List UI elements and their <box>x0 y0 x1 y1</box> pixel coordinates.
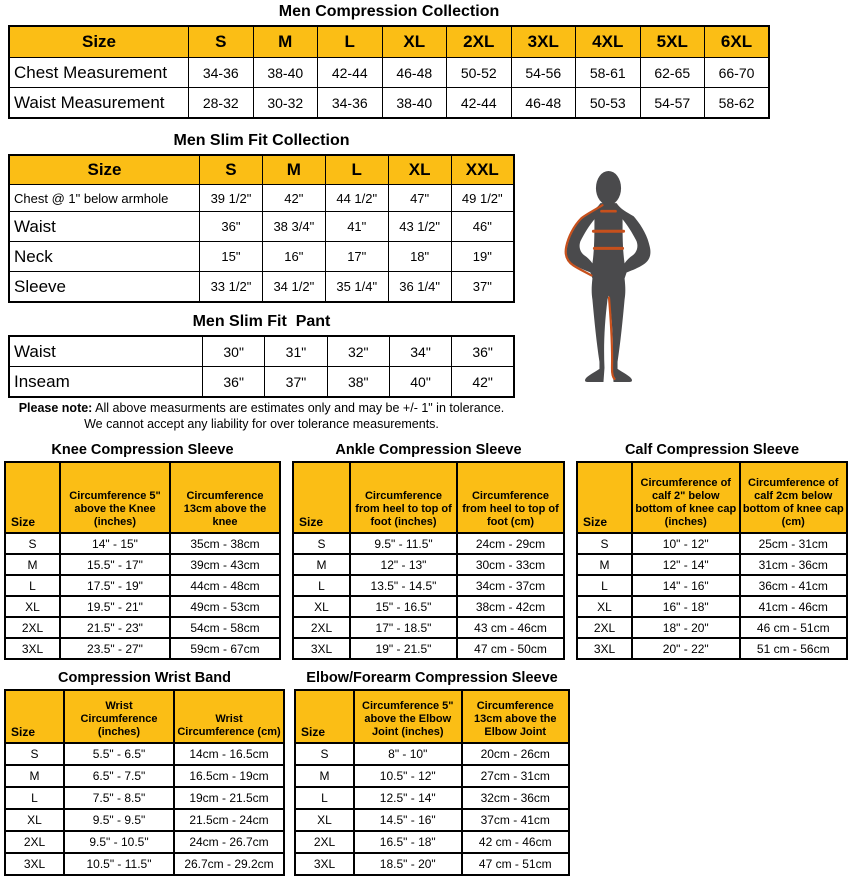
value-cell: 14.5" - 16" <box>354 809 462 831</box>
elbow-forearm-compression-sleeve-table <box>294 689 570 876</box>
value-cell: 46-48 <box>511 88 576 119</box>
compression-wrist-band-table <box>4 689 285 876</box>
compression-wrist-band-section <box>4 670 285 876</box>
value-cell: 58-61 <box>576 58 641 88</box>
value-cell: 51 cm - 56cm <box>740 638 848 659</box>
table-title-slim-fit: Men Slim Fit Collection <box>173 132 350 149</box>
value-cell: 5.5" - 6.5" <box>64 743 174 765</box>
note-label: Please note: <box>18 401 93 415</box>
male-silhouette-figure <box>556 169 662 392</box>
value-cell: 36cm - 41cm <box>740 575 848 596</box>
value-cell: 19.5" - 21" <box>60 596 170 617</box>
size-column-header: Size <box>5 690 64 743</box>
column-header: Circumference 5" above the Knee (inches) <box>60 462 170 533</box>
value-cell: 42 cm - 46cm <box>462 831 570 853</box>
value-cell: 12" - 14" <box>632 554 740 575</box>
value-cell: 34" <box>389 336 451 367</box>
value-cell: 37cm - 41cm <box>462 809 570 831</box>
value-cell: 19" <box>451 242 514 272</box>
size-column-header: Size <box>295 690 354 743</box>
row-label: 2XL <box>5 831 64 853</box>
table-title-compression: Men Compression Collection <box>278 3 500 20</box>
value-cell: 43 1/2" <box>388 212 451 242</box>
row-label: Neck <box>9 242 200 272</box>
value-cell: 32cm - 36cm <box>462 787 570 809</box>
row-label: XL <box>5 809 64 831</box>
value-cell: 9.5" - 9.5" <box>64 809 174 831</box>
row-label: S <box>293 533 350 554</box>
value-cell: 27cm - 31cm <box>462 765 570 787</box>
row-label: 2XL <box>5 617 60 638</box>
column-header: M <box>253 26 318 58</box>
table-title-wrist: Compression Wrist Band <box>58 670 231 686</box>
table-title-ankle: Ankle Compression Sleeve <box>335 442 522 458</box>
row-label: M <box>5 765 64 787</box>
row-label: Chest @ 1" below armhole <box>9 185 200 212</box>
value-cell: 18" <box>388 242 451 272</box>
value-cell: 14" - 15" <box>60 533 170 554</box>
value-cell: 36" <box>200 212 263 242</box>
value-cell: 23.5" - 27" <box>60 638 170 659</box>
value-cell: 44cm - 48cm <box>170 575 280 596</box>
value-cell: 38-40 <box>253 58 318 88</box>
value-cell: 16" <box>262 242 325 272</box>
column-header: XL <box>388 155 451 185</box>
value-cell: 35cm - 38cm <box>170 533 280 554</box>
value-cell: 38 3/4" <box>262 212 325 242</box>
column-header: Circumference of calf 2cm below bottom of knee cap (cm) <box>740 462 848 533</box>
value-cell: 10.5" - 11.5" <box>64 853 174 875</box>
row-label: S <box>5 743 64 765</box>
value-cell: 36" <box>452 336 514 367</box>
value-cell: 31" <box>265 336 327 367</box>
value-cell: 34-36 <box>318 88 383 119</box>
value-cell: 10" - 12" <box>632 533 740 554</box>
ankle-compression-sleeve-table <box>292 461 565 660</box>
value-cell: 16" - 18" <box>632 596 740 617</box>
ankle-compression-sleeve-section <box>292 442 565 660</box>
value-cell: 6.5" - 7.5" <box>64 765 174 787</box>
value-cell: 38" <box>327 367 389 398</box>
row-label: 2XL <box>293 617 350 638</box>
value-cell: 47 cm - 50cm <box>457 638 564 659</box>
value-cell: 36" <box>203 367 265 398</box>
value-cell: 15.5" - 17" <box>60 554 170 575</box>
value-cell: 33 1/2" <box>200 272 263 303</box>
value-cell: 12.5" - 14" <box>354 787 462 809</box>
value-cell: 41cm - 46cm <box>740 596 848 617</box>
row-label: M <box>295 765 354 787</box>
value-cell: 24cm - 29cm <box>457 533 564 554</box>
value-cell: 18.5" - 20" <box>354 853 462 875</box>
value-cell: 19cm - 21.5cm <box>174 787 284 809</box>
men-compression-collection-table <box>8 25 770 119</box>
row-label: S <box>295 743 354 765</box>
row-label: Inseam <box>9 367 203 398</box>
male-silhouette-with-measurement-lines-icon <box>556 169 662 392</box>
value-cell: 34cm - 37cm <box>457 575 564 596</box>
column-header: M <box>262 155 325 185</box>
value-cell: 49cm - 53cm <box>170 596 280 617</box>
value-cell: 9.5" - 11.5" <box>350 533 457 554</box>
value-cell: 21.5" - 23" <box>60 617 170 638</box>
column-header: L <box>325 155 388 185</box>
row-label: 3XL <box>5 638 60 659</box>
value-cell: 34-36 <box>189 58 254 88</box>
value-cell: 13.5" - 14.5" <box>350 575 457 596</box>
column-header: S <box>200 155 263 185</box>
value-cell: 20" - 22" <box>632 638 740 659</box>
value-cell: 38-40 <box>382 88 447 119</box>
value-cell: 62-65 <box>640 58 705 88</box>
table-title-slim-fit-pant: Men Slim Fit Pant <box>192 313 331 330</box>
value-cell: 19" - 21.5" <box>350 638 457 659</box>
value-cell: 16.5" - 18" <box>354 831 462 853</box>
value-cell: 25cm - 31cm <box>740 533 848 554</box>
value-cell: 32" <box>327 336 389 367</box>
value-cell: 30" <box>203 336 265 367</box>
column-header: 6XL <box>705 26 770 58</box>
row-label: L <box>5 787 64 809</box>
row-label: L <box>5 575 60 596</box>
value-cell: 26.7cm - 29.2cm <box>174 853 284 875</box>
value-cell: 50-52 <box>447 58 512 88</box>
value-cell: 15" <box>200 242 263 272</box>
column-header: XL <box>382 26 447 58</box>
value-cell: 50-53 <box>576 88 641 119</box>
value-cell: 20cm - 26cm <box>462 743 570 765</box>
column-header: Circumference from heel to top of foot (cm) <box>457 462 564 533</box>
row-label: S <box>577 533 632 554</box>
row-label: 3XL <box>577 638 632 659</box>
value-cell: 42-44 <box>447 88 512 119</box>
men-slim-fit-collection-section <box>8 131 515 303</box>
value-cell: 24cm - 26.7cm <box>174 831 284 853</box>
size-column-header: Size <box>293 462 350 533</box>
value-cell: 14" - 16" <box>632 575 740 596</box>
value-cell: 49 1/2" <box>451 185 514 212</box>
value-cell: 12" - 13" <box>350 554 457 575</box>
row-label: M <box>577 554 632 575</box>
row-label: 3XL <box>295 853 354 875</box>
row-label: L <box>295 787 354 809</box>
row-label: Sleeve <box>9 272 200 303</box>
row-label: 2XL <box>577 617 632 638</box>
value-cell: 42" <box>262 185 325 212</box>
value-cell: 8" - 10" <box>354 743 462 765</box>
value-cell: 30-32 <box>253 88 318 119</box>
column-header: L <box>318 26 383 58</box>
note-text-line1: All above measurments are estimates only and may be +/- 1" in tolerance. <box>92 401 505 415</box>
value-cell: 40" <box>389 367 451 398</box>
size-column-header: Size <box>9 26 189 58</box>
calf-compression-sleeve-table <box>576 461 848 660</box>
row-label: 2XL <box>295 831 354 853</box>
men-slim-fit-pant-section <box>8 312 515 398</box>
men-slim-fit-collection-table <box>8 154 515 303</box>
row-label: Waist <box>9 212 200 242</box>
row-label: 3XL <box>5 853 64 875</box>
row-label: XL <box>295 809 354 831</box>
men-compression-collection-section <box>8 2 770 119</box>
value-cell: 30cm - 33cm <box>457 554 564 575</box>
row-label: L <box>293 575 350 596</box>
value-cell: 31cm - 36cm <box>740 554 848 575</box>
column-header: 5XL <box>640 26 705 58</box>
value-cell: 34 1/2" <box>262 272 325 303</box>
column-header: Circumference 13cm above the Elbow Joint <box>462 690 570 743</box>
column-header: 3XL <box>511 26 576 58</box>
column-header: Circumference 5" above the Elbow Joint (inches) <box>354 690 462 743</box>
size-column-header: Size <box>577 462 632 533</box>
row-label: Chest Measurement <box>9 58 189 88</box>
value-cell: 10.5" - 12" <box>354 765 462 787</box>
row-label: Waist Measurement <box>9 88 189 119</box>
value-cell: 54cm - 58cm <box>170 617 280 638</box>
value-cell: 47" <box>388 185 451 212</box>
value-cell: 39 1/2" <box>200 185 263 212</box>
table-title-elbow: Elbow/Forearm Compression Sleeve <box>306 670 558 686</box>
row-label: XL <box>5 596 60 617</box>
value-cell: 16.5cm - 19cm <box>174 765 284 787</box>
value-cell: 54-57 <box>640 88 705 119</box>
value-cell: 21.5cm - 24cm <box>174 809 284 831</box>
value-cell: 46-48 <box>382 58 447 88</box>
size-column-header: Size <box>9 155 200 185</box>
column-header: Wrist Circumference (inches) <box>64 690 174 743</box>
value-cell: 37" <box>265 367 327 398</box>
value-cell: 43 cm - 46cm <box>457 617 564 638</box>
value-cell: 42-44 <box>318 58 383 88</box>
value-cell: 66-70 <box>705 58 770 88</box>
value-cell: 41" <box>325 212 388 242</box>
row-label: M <box>293 554 350 575</box>
value-cell: 18" - 20" <box>632 617 740 638</box>
value-cell: 42" <box>452 367 514 398</box>
row-label: XL <box>577 596 632 617</box>
column-header: Wrist Circumference (cm) <box>174 690 284 743</box>
column-header: 2XL <box>447 26 512 58</box>
value-cell: 47 cm - 51cm <box>462 853 570 875</box>
value-cell: 54-56 <box>511 58 576 88</box>
value-cell: 35 1/4" <box>325 272 388 303</box>
value-cell: 37" <box>451 272 514 303</box>
row-label: 3XL <box>293 638 350 659</box>
elbow-forearm-compression-sleeve-section <box>294 670 570 876</box>
value-cell: 46 cm - 51cm <box>740 617 848 638</box>
column-header: S <box>189 26 254 58</box>
tolerance-note <box>8 400 515 432</box>
value-cell: 17" <box>325 242 388 272</box>
column-header: Circumference of calf 2" below bottom of knee cap (inches) <box>632 462 740 533</box>
value-cell: 9.5" - 10.5" <box>64 831 174 853</box>
value-cell: 59cm - 67cm <box>170 638 280 659</box>
knee-compression-sleeve-section <box>4 442 281 660</box>
row-label: L <box>577 575 632 596</box>
value-cell: 46" <box>451 212 514 242</box>
value-cell: 44 1/2" <box>325 185 388 212</box>
value-cell: 17" - 18.5" <box>350 617 457 638</box>
men-slim-fit-pant-table <box>8 335 515 398</box>
table-title-knee: Knee Compression Sleeve <box>51 442 234 458</box>
table-title-calf: Calf Compression Sleeve <box>624 442 800 458</box>
value-cell: 7.5" - 8.5" <box>64 787 174 809</box>
value-cell: 17.5" - 19" <box>60 575 170 596</box>
row-label: XL <box>293 596 350 617</box>
value-cell: 39cm - 43cm <box>170 554 280 575</box>
knee-compression-sleeve-table <box>4 461 281 660</box>
row-label: M <box>5 554 60 575</box>
calf-compression-sleeve-section <box>576 442 848 660</box>
value-cell: 14cm - 16.5cm <box>174 743 284 765</box>
column-header: Circumference 13cm above the knee <box>170 462 280 533</box>
size-column-header: Size <box>5 462 60 533</box>
column-header: XXL <box>451 155 514 185</box>
row-label: Waist <box>9 336 203 367</box>
row-label: S <box>5 533 60 554</box>
value-cell: 15" - 16.5" <box>350 596 457 617</box>
value-cell: 28-32 <box>189 88 254 119</box>
note-text-line2: We cannot accept any liability for over tolerance measurements. <box>84 417 439 431</box>
value-cell: 36 1/4" <box>388 272 451 303</box>
column-header: 4XL <box>576 26 641 58</box>
column-header: Circumference from heel to top of foot (inches) <box>350 462 457 533</box>
value-cell: 38cm - 42cm <box>457 596 564 617</box>
value-cell: 58-62 <box>705 88 770 119</box>
